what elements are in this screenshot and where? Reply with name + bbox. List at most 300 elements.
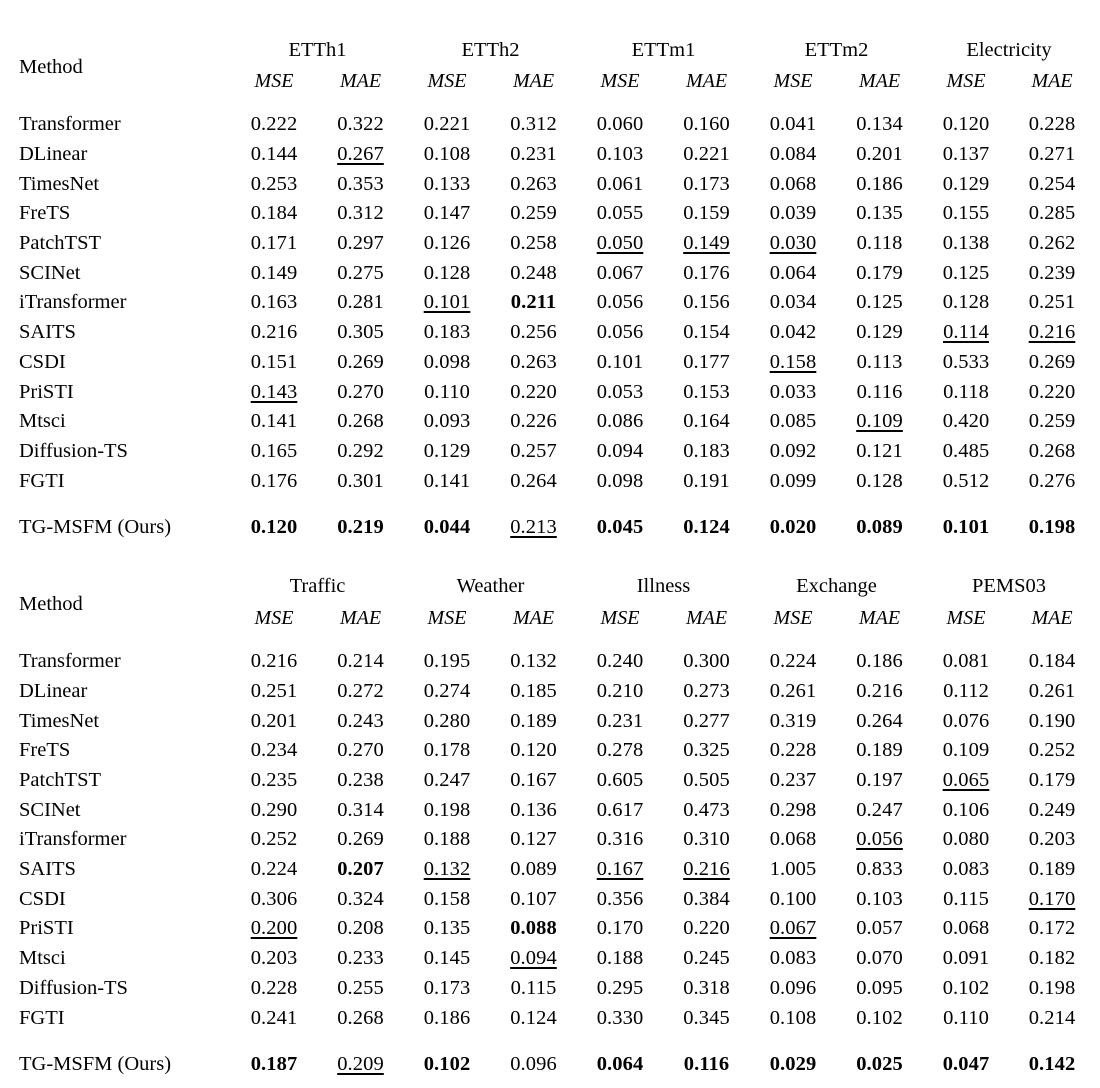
table-cell xyxy=(490,1047,577,1083)
table-cell xyxy=(317,647,404,677)
row-label-patchtst: PatchTST xyxy=(19,769,101,792)
cell-value: 0.096 xyxy=(769,976,817,999)
cell-value: 0.115 xyxy=(943,887,989,910)
table-cell xyxy=(231,258,317,288)
cell-value: 0.314 xyxy=(337,798,384,821)
cell-value: 0.033 xyxy=(769,380,817,403)
cell-value: 0.305 xyxy=(337,321,384,344)
table-cell xyxy=(317,706,404,736)
cell-value: 0.068 xyxy=(769,828,817,851)
cell-value: 0.833 xyxy=(856,858,903,881)
table-cell xyxy=(836,736,923,766)
table-cell xyxy=(836,140,923,170)
cell-value: 0.088 xyxy=(510,917,557,940)
table-cell xyxy=(577,736,663,766)
table-cell xyxy=(231,884,317,914)
cell-value: 0.281 xyxy=(337,291,384,314)
table-cell xyxy=(836,407,923,437)
table-cell xyxy=(663,1047,750,1083)
cell-value: 0.056 xyxy=(596,321,644,344)
table-cell xyxy=(317,855,404,885)
table-cell xyxy=(1009,169,1095,199)
cell-value: 0.356 xyxy=(596,887,644,910)
table-cell xyxy=(1009,944,1095,974)
table-cell xyxy=(1009,407,1095,437)
cell-value: 0.231 xyxy=(510,143,557,166)
table-cell xyxy=(1009,437,1095,467)
cell-value: 0.167 xyxy=(510,769,557,792)
table-cell xyxy=(490,199,577,229)
table-cell xyxy=(231,914,317,944)
cell-value: 0.134 xyxy=(856,113,903,136)
row-label-ours: TG-MSFM (Ours) xyxy=(19,1053,172,1076)
cell-value: 0.261 xyxy=(769,679,817,702)
cell-value: 0.056 xyxy=(596,291,644,314)
table-cell xyxy=(231,944,317,974)
table-cell xyxy=(577,884,663,914)
body-top-pad xyxy=(5,101,1095,110)
cell-value: 0.224 xyxy=(250,858,298,881)
table-row xyxy=(5,944,1095,974)
table-cell xyxy=(231,510,317,546)
cell-value: 0.045 xyxy=(596,516,644,539)
results-table-bottom-wrapper xyxy=(0,567,1100,1088)
cell-value: 0.324 xyxy=(337,887,384,910)
cell-value: 0.216 xyxy=(856,679,903,702)
cell-value: 0.114 xyxy=(943,321,989,344)
cell-value: 0.050 xyxy=(596,232,644,255)
row-label-itransformer: iTransformer xyxy=(19,828,127,851)
cell-value: 0.272 xyxy=(337,679,384,702)
cell-value: 0.216 xyxy=(250,650,298,673)
cell-value: 0.120 xyxy=(250,516,298,539)
table-cell xyxy=(750,855,836,885)
table-cell xyxy=(317,795,404,825)
table-cell xyxy=(404,258,490,288)
column-header-dataset-etth1: ETTh1 xyxy=(288,38,347,61)
cell-value: 0.129 xyxy=(423,439,471,462)
cell-value: 0.112 xyxy=(943,679,989,702)
table-cell xyxy=(231,766,317,796)
table-cell xyxy=(490,677,577,707)
cell-value: 0.164 xyxy=(683,410,730,433)
table-cell xyxy=(404,944,490,974)
table-row xyxy=(5,407,1095,437)
cell-value: 0.041 xyxy=(769,113,817,136)
cell-value: 0.248 xyxy=(510,261,557,284)
cell-value: 0.030 xyxy=(769,232,817,255)
table-cell xyxy=(231,855,317,885)
table-cell xyxy=(577,407,663,437)
cell-value: 0.136 xyxy=(510,798,557,821)
column-header-illness-mse: MSE xyxy=(600,606,640,629)
table-cell xyxy=(231,318,317,348)
table-cell xyxy=(490,258,577,288)
cell-value: 0.268 xyxy=(337,1006,384,1029)
cell-value: 0.312 xyxy=(510,113,557,136)
table-row xyxy=(5,706,1095,736)
cell-value: 0.473 xyxy=(683,798,730,821)
table-cell xyxy=(663,377,750,407)
cell-value: 0.065 xyxy=(942,769,990,792)
cell-value: 0.158 xyxy=(769,350,817,373)
cell-value: 0.207 xyxy=(337,858,384,881)
cell-value: 0.203 xyxy=(1028,828,1076,851)
table-cell xyxy=(231,288,317,318)
cell-value: 0.076 xyxy=(942,709,990,732)
cell-value: 0.187 xyxy=(250,1053,298,1076)
table-cell xyxy=(490,110,577,140)
cell-value: 0.128 xyxy=(942,291,990,314)
table-cell xyxy=(836,466,923,496)
cell-value: 0.214 xyxy=(337,650,384,673)
cell-value: 0.285 xyxy=(1028,202,1076,225)
table-row xyxy=(5,1003,1095,1033)
cell-value: 0.300 xyxy=(683,650,730,673)
cell-value: 0.237 xyxy=(769,769,817,792)
cell-value: 0.108 xyxy=(423,143,471,166)
cell-value: 0.126 xyxy=(423,232,471,255)
table-cell xyxy=(923,736,1009,766)
table-cell xyxy=(923,825,1009,855)
table-cell xyxy=(663,169,750,199)
table-row xyxy=(5,736,1095,766)
table-cell xyxy=(1009,1047,1095,1083)
table-cell xyxy=(1009,258,1095,288)
cell-value: 0.267 xyxy=(337,143,384,166)
cell-value: 0.101 xyxy=(423,291,471,314)
table-cell xyxy=(577,677,663,707)
inter-table-gap xyxy=(0,551,1100,567)
cell-value: 0.080 xyxy=(942,828,990,851)
cell-value: 0.109 xyxy=(942,739,990,762)
ours-bottom-pad xyxy=(5,1083,1095,1088)
cell-value: 0.213 xyxy=(510,516,557,539)
table-cell xyxy=(577,706,663,736)
table-cell xyxy=(317,377,404,407)
table-cell xyxy=(317,229,404,259)
cell-value: 0.222 xyxy=(250,113,298,136)
table-cell xyxy=(1009,677,1095,707)
cell-value: 0.617 xyxy=(596,798,644,821)
table-cell xyxy=(404,318,490,348)
table-cell xyxy=(317,1003,404,1033)
table-cell xyxy=(577,437,663,467)
table-cell xyxy=(231,199,317,229)
table-cell xyxy=(663,944,750,974)
cell-value: 0.138 xyxy=(942,232,990,255)
cell-value: 0.384 xyxy=(683,887,730,910)
table-cell xyxy=(836,258,923,288)
table-row xyxy=(5,318,1095,348)
cell-value: 0.081 xyxy=(942,650,990,673)
cell-value: 0.253 xyxy=(250,172,298,195)
table-cell xyxy=(836,348,923,378)
cell-value: 0.135 xyxy=(856,202,903,225)
cell-value: 0.353 xyxy=(337,172,384,195)
table-cell xyxy=(404,914,490,944)
column-header-traffic-mae: MAE xyxy=(339,606,382,629)
cell-value: 0.170 xyxy=(1028,887,1076,910)
cell-value: 0.092 xyxy=(769,439,817,462)
table-cell xyxy=(923,110,1009,140)
cell-value: 0.216 xyxy=(250,321,298,344)
table-cell xyxy=(404,647,490,677)
table-cell xyxy=(923,466,1009,496)
cell-value: 0.512 xyxy=(942,469,990,492)
table-cell xyxy=(663,677,750,707)
cell-value: 0.151 xyxy=(250,350,298,373)
table-cell xyxy=(404,1003,490,1033)
cell-value: 0.269 xyxy=(1028,350,1076,373)
row-label-mtsci: Mtsci xyxy=(19,410,66,433)
cell-value: 0.186 xyxy=(856,172,903,195)
results-table-top xyxy=(5,30,1095,551)
cell-value: 0.226 xyxy=(510,410,557,433)
table-cell xyxy=(1009,348,1095,378)
table-header-dataset-row xyxy=(5,572,1095,603)
table-cell xyxy=(663,1003,750,1033)
table-cell xyxy=(317,348,404,378)
cell-value: 0.188 xyxy=(596,947,644,970)
cell-value: 0.312 xyxy=(337,202,384,225)
table-cell xyxy=(317,510,404,546)
table-cell xyxy=(836,1047,923,1083)
cell-value: 0.154 xyxy=(683,321,730,344)
cell-value: 0.132 xyxy=(423,858,471,881)
table-cell xyxy=(490,825,577,855)
table-cell xyxy=(404,407,490,437)
table-cell xyxy=(490,348,577,378)
cell-value: 0.605 xyxy=(596,769,644,792)
row-label-pristi: PriSTI xyxy=(19,917,74,940)
table-cell xyxy=(317,944,404,974)
cell-value: 0.208 xyxy=(337,917,384,940)
cell-value: 0.057 xyxy=(856,917,903,940)
cell-value: 0.198 xyxy=(1028,516,1076,539)
cell-value: 0.184 xyxy=(250,202,298,225)
cell-value: 0.239 xyxy=(1028,261,1076,284)
cell-value: 0.020 xyxy=(769,516,817,539)
table-cell xyxy=(836,706,923,736)
table-row xyxy=(5,348,1095,378)
cell-value: 0.133 xyxy=(423,172,471,195)
table-cell xyxy=(231,407,317,437)
cell-value: 0.176 xyxy=(683,261,730,284)
table-cell xyxy=(923,677,1009,707)
column-header-dataset-illness: Illness xyxy=(636,575,691,598)
cell-value: 0.198 xyxy=(423,798,471,821)
table-cell xyxy=(317,318,404,348)
table-row xyxy=(5,914,1095,944)
table-cell xyxy=(317,288,404,318)
table-cell xyxy=(231,647,317,677)
table-cell xyxy=(577,766,663,796)
table-cell xyxy=(1009,466,1095,496)
table-cell xyxy=(1009,795,1095,825)
cell-value: 0.188 xyxy=(423,828,471,851)
cell-value: 0.220 xyxy=(1028,380,1076,403)
cell-value: 0.505 xyxy=(683,769,730,792)
cell-value: 0.228 xyxy=(250,976,298,999)
cell-value: 0.110 xyxy=(943,1006,989,1029)
column-header-electricity-mae: MAE xyxy=(1031,70,1073,92)
table-cell xyxy=(577,855,663,885)
cell-value: 0.160 xyxy=(683,113,730,136)
cell-value: 0.297 xyxy=(337,232,384,255)
cell-value: 0.044 xyxy=(423,516,471,539)
table-cell xyxy=(490,736,577,766)
table-cell xyxy=(231,110,317,140)
table-cell xyxy=(663,884,750,914)
table-cell xyxy=(577,348,663,378)
cell-value: 0.318 xyxy=(683,976,730,999)
cell-value: 0.159 xyxy=(683,202,730,225)
cell-value: 0.257 xyxy=(510,439,557,462)
cell-value: 0.252 xyxy=(1028,739,1076,762)
cell-value: 0.241 xyxy=(250,1006,298,1029)
row-label-mtsci: Mtsci xyxy=(19,947,66,970)
table-cell xyxy=(836,974,923,1004)
table-row xyxy=(5,466,1095,496)
cell-value: 0.070 xyxy=(856,947,903,970)
cell-value: 0.301 xyxy=(337,469,384,492)
cell-value: 0.124 xyxy=(683,516,730,539)
table-cell xyxy=(317,169,404,199)
table-cell xyxy=(490,510,577,546)
cell-value: 0.083 xyxy=(769,947,817,970)
table-cell xyxy=(404,855,490,885)
table-cell xyxy=(1009,914,1095,944)
cell-value: 0.255 xyxy=(337,976,384,999)
table-cell xyxy=(836,677,923,707)
table-cell xyxy=(317,110,404,140)
cell-value: 0.141 xyxy=(423,469,471,492)
cell-value: 0.098 xyxy=(423,350,471,373)
cell-value: 0.219 xyxy=(337,516,384,539)
table-cell xyxy=(750,169,836,199)
cell-value: 0.155 xyxy=(942,202,990,225)
table-cell xyxy=(577,288,663,318)
cell-value: 0.176 xyxy=(250,469,298,492)
table-cell xyxy=(404,1047,490,1083)
table-cell xyxy=(663,736,750,766)
column-header-dataset-pems03: PEMS03 xyxy=(971,575,1047,598)
table-cell xyxy=(750,407,836,437)
table-cell xyxy=(923,795,1009,825)
table-cell xyxy=(490,766,577,796)
table-cell xyxy=(317,466,404,496)
cell-value: 0.118 xyxy=(943,380,989,403)
row-label-diffusion-ts: Diffusion-TS xyxy=(19,439,128,462)
table-cell xyxy=(663,229,750,259)
cell-value: 0.235 xyxy=(250,769,298,792)
table-cell xyxy=(663,974,750,1004)
table-cell xyxy=(1009,510,1095,546)
table-row xyxy=(5,199,1095,229)
table-cell xyxy=(231,1047,317,1083)
cell-value: 0.120 xyxy=(510,739,557,762)
row-label-timesnet: TimesNet xyxy=(19,709,100,732)
column-header-dataset-exchange: Exchange xyxy=(796,575,877,598)
table-cell xyxy=(663,407,750,437)
table-cell xyxy=(750,229,836,259)
table-top-body xyxy=(5,30,1095,551)
column-header-weather-mse: MSE xyxy=(427,606,467,629)
cell-value: 0.056 xyxy=(856,828,903,851)
table-cell xyxy=(1009,736,1095,766)
cell-value: 0.029 xyxy=(769,1053,817,1076)
table-cell xyxy=(663,466,750,496)
cell-value: 0.127 xyxy=(510,828,557,851)
cell-value: 0.099 xyxy=(769,469,817,492)
cell-value: 0.269 xyxy=(337,828,384,851)
cell-value: 0.263 xyxy=(510,172,557,195)
cell-value: 0.201 xyxy=(856,143,903,166)
table-cell xyxy=(577,944,663,974)
cell-value: 0.251 xyxy=(250,679,298,702)
cell-value: 0.084 xyxy=(769,143,817,166)
table-cell xyxy=(1009,647,1095,677)
table-cell xyxy=(750,140,836,170)
table-cell xyxy=(577,1003,663,1033)
table-cell xyxy=(317,974,404,1004)
cell-value: 0.156 xyxy=(683,291,730,314)
cell-value: 0.533 xyxy=(942,350,990,373)
cell-value: 0.271 xyxy=(1028,143,1076,166)
table-cell xyxy=(490,288,577,318)
column-header-method: Method xyxy=(19,592,83,615)
table-cell xyxy=(577,229,663,259)
table-cell xyxy=(750,110,836,140)
table-cell xyxy=(1009,706,1095,736)
table-cell xyxy=(836,199,923,229)
table-row xyxy=(5,377,1095,407)
table-cell xyxy=(577,914,663,944)
table-cell xyxy=(404,110,490,140)
row-label-dlinear: DLinear xyxy=(19,679,88,702)
table-cell xyxy=(836,884,923,914)
table-cell xyxy=(663,140,750,170)
table-cell xyxy=(836,437,923,467)
row-label-saits: SAITS xyxy=(19,321,76,344)
table-cell xyxy=(1009,288,1095,318)
cell-value: 0.173 xyxy=(683,172,730,195)
table-cell xyxy=(490,1003,577,1033)
cell-value: 0.274 xyxy=(423,679,471,702)
cell-value: 0.106 xyxy=(942,798,990,821)
cell-value: 0.485 xyxy=(942,439,990,462)
cell-value: 0.322 xyxy=(337,113,384,136)
table-bottom-body xyxy=(5,567,1095,1088)
cell-value: 0.270 xyxy=(337,739,384,762)
table-cell xyxy=(404,229,490,259)
cell-value: 0.103 xyxy=(596,143,644,166)
table-cell xyxy=(836,944,923,974)
table-cell xyxy=(750,825,836,855)
column-header-etth2-mae: MAE xyxy=(512,70,555,92)
clipped-caption-line xyxy=(0,0,1100,30)
cell-value: 0.200 xyxy=(250,917,298,940)
table-cell xyxy=(317,1047,404,1083)
table-cell xyxy=(404,377,490,407)
cell-value: 0.101 xyxy=(596,350,644,373)
cell-value: 0.147 xyxy=(423,202,471,225)
cell-value: 0.101 xyxy=(942,516,990,539)
table-cell xyxy=(663,258,750,288)
cell-value: 0.135 xyxy=(423,917,471,940)
table-cell xyxy=(577,825,663,855)
